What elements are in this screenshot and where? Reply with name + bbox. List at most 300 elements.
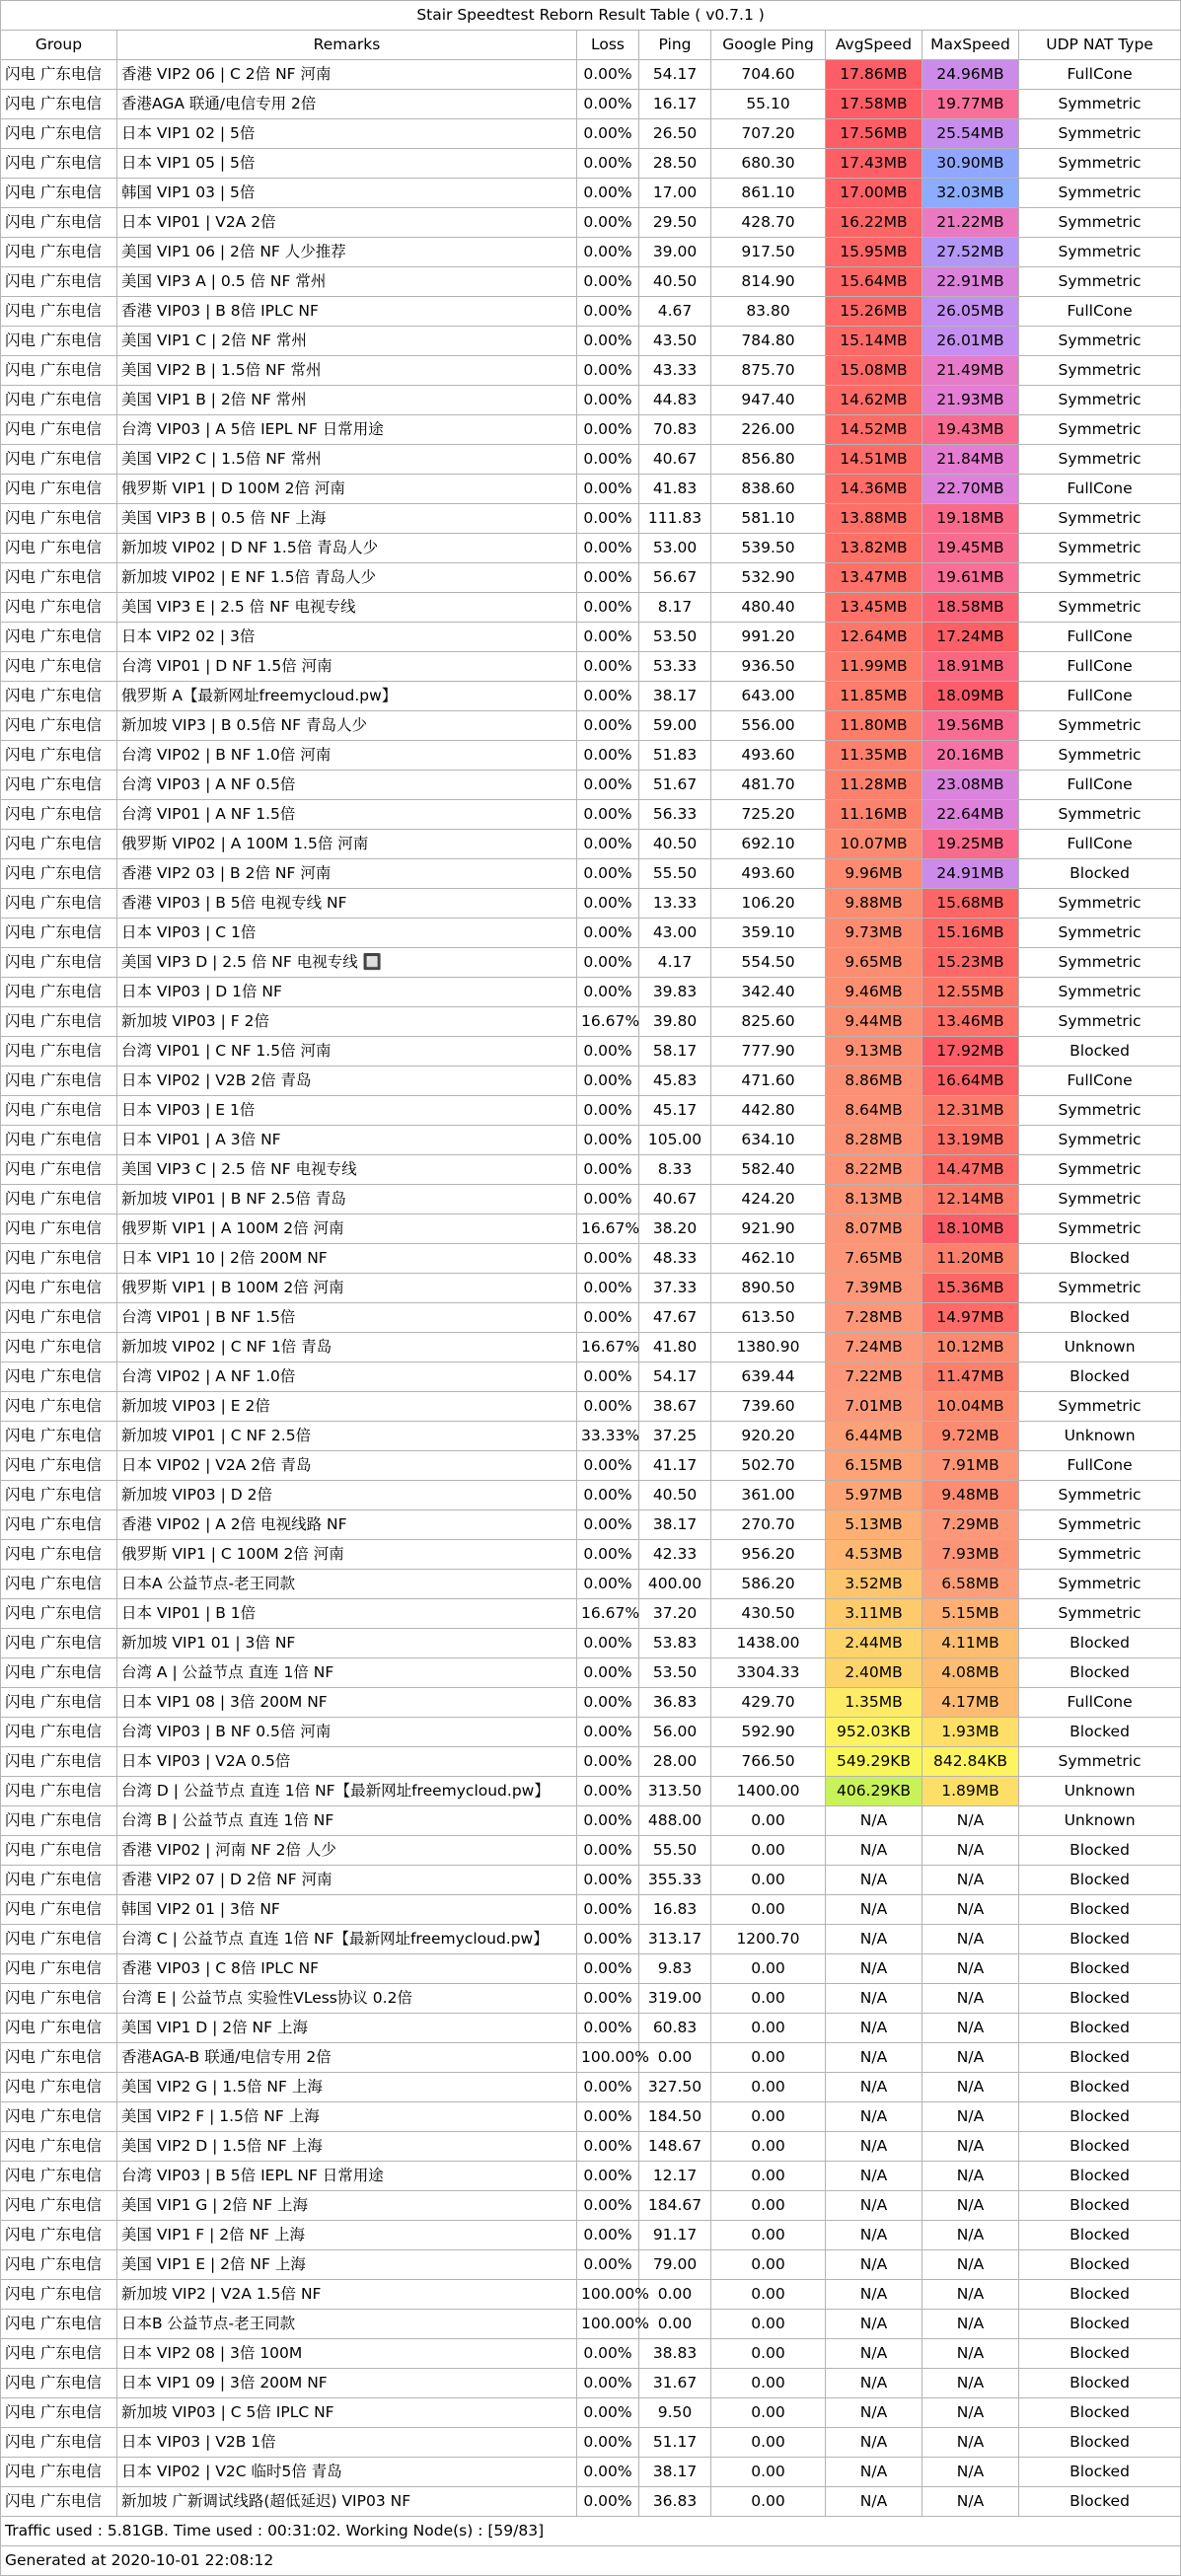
cell-ping: 31.67 [639,2369,711,2398]
cell-group: 闪电 广东电信 [1,1984,117,2014]
cell-avg-speed: 11.28MB [826,771,923,800]
cell-nat-type: Blocked [1019,2398,1181,2428]
cell-google-ping: 0.00 [711,2487,826,2517]
cell-ping: 40.50 [639,267,711,297]
cell-avg-speed: 11.85MB [826,682,923,711]
cell-ping: 53.33 [639,652,711,682]
cell-remarks: 美国 VIP1 B | 2倍 NF 常州 [117,386,577,415]
table-row [1,1362,1181,1392]
cell-google-ping: 784.80 [711,327,826,356]
cell-ping: 41.83 [639,475,711,504]
cell-nat-type: Symmetric [1019,1185,1181,1214]
cell-max-speed: N/A [923,1866,1019,1895]
cell-max-speed: N/A [923,2339,1019,2369]
cell-nat-type: FullCone [1019,771,1181,800]
cell-ping: 17.00 [639,179,711,208]
table-row [1,2102,1181,2132]
table-row [1,534,1181,563]
cell-group: 闪电 广东电信 [1,978,117,1007]
table-row [1,1274,1181,1303]
cell-max-speed: 7.93MB [923,1540,1019,1570]
cell-ping: 39.80 [639,1007,711,1037]
table-row [1,1007,1181,1037]
cell-group: 闪电 广东电信 [1,1688,117,1718]
cell-remarks: 美国 VIP2 G | 1.5倍 NF 上海 [117,2073,577,2102]
cell-avg-speed: 17.00MB [826,179,923,208]
cell-loss: 0.00% [577,1126,639,1155]
cell-ping: 38.83 [639,2339,711,2369]
cell-avg-speed: 1.35MB [826,1688,923,1718]
cell-remarks: 日本 VIP03 | C 1倍 [117,919,577,948]
cell-group: 闪电 广东电信 [1,2191,117,2221]
cell-max-speed: 7.91MB [923,1451,1019,1481]
cell-max-speed: N/A [923,2369,1019,2398]
table-row [1,1481,1181,1510]
cell-loss: 0.00% [577,830,639,859]
table-row [1,563,1181,593]
cell-google-ping: 639.44 [711,1362,826,1392]
cell-ping: 70.83 [639,415,711,445]
cell-max-speed: 9.48MB [923,1481,1019,1510]
cell-ping: 53.50 [639,623,711,652]
cell-nat-type: Symmetric [1019,889,1181,919]
cell-avg-speed: 3.52MB [826,1570,923,1599]
cell-max-speed: 21.22MB [923,208,1019,238]
cell-remarks: 俄罗斯 VIP1 | D 100M 2倍 河南 [117,475,577,504]
cell-remarks: 美国 VIP3 A | 0.5 倍 NF 常州 [117,267,577,297]
cell-max-speed: 11.47MB [923,1362,1019,1392]
cell-remarks: 美国 VIP1 F | 2倍 NF 上海 [117,2221,577,2250]
cell-remarks: 香港 VIP03 | B 8倍 IPLC NF [117,297,577,327]
cell-google-ping: 361.00 [711,1481,826,1510]
table-row [1,2073,1181,2102]
cell-google-ping: 1380.90 [711,1333,826,1362]
cell-max-speed: 19.56MB [923,711,1019,741]
table-row [1,1777,1181,1806]
cell-group: 闪电 广东电信 [1,859,117,889]
cell-ping: 44.83 [639,386,711,415]
cell-avg-speed: N/A [826,2369,923,2398]
table-row [1,1067,1181,1096]
cell-nat-type: Symmetric [1019,741,1181,771]
cell-remarks: 台湾 VIP01 | C NF 1.5倍 河南 [117,1037,577,1067]
table-row [1,2458,1181,2487]
table-body [1,60,1181,2517]
cell-avg-speed: N/A [826,1866,923,1895]
cell-avg-speed: 952.03KB [826,1718,923,1747]
cell-max-speed: 22.70MB [923,475,1019,504]
cell-ping: 51.67 [639,771,711,800]
cell-max-speed: 13.19MB [923,1126,1019,1155]
cell-max-speed: 22.91MB [923,267,1019,297]
cell-avg-speed: 17.43MB [826,149,923,179]
cell-group: 闪电 广东电信 [1,1658,117,1688]
cell-loss: 0.00% [577,1067,639,1096]
cell-nat-type: Blocked [1019,2487,1181,2517]
cell-google-ping: 1400.00 [711,1777,826,1806]
cell-google-ping: 592.90 [711,1718,826,1747]
cell-loss: 0.00% [577,445,639,475]
cell-max-speed: N/A [923,2398,1019,2428]
cell-avg-speed: N/A [826,2132,923,2162]
cell-max-speed: N/A [923,2043,1019,2073]
table-row [1,2162,1181,2191]
cell-avg-speed: 14.51MB [826,445,923,475]
cell-remarks: 新加坡 VIP02 | C NF 1倍 青岛 [117,1333,577,1362]
table-row [1,1392,1181,1422]
header-max-speed: MaxSpeed [923,31,1019,60]
cell-avg-speed: N/A [826,2162,923,2191]
cell-nat-type: FullCone [1019,652,1181,682]
cell-ping: 37.25 [639,1422,711,1451]
cell-avg-speed: N/A [826,2310,923,2339]
table-row [1,2398,1181,2428]
cell-nat-type: Blocked [1019,2162,1181,2191]
cell-loss: 0.00% [577,1155,639,1185]
table-row [1,2014,1181,2043]
cell-avg-speed: N/A [826,2043,923,2073]
cell-ping: 313.17 [639,1925,711,1954]
cell-avg-speed: N/A [826,2014,923,2043]
table-row [1,1096,1181,1126]
cell-nat-type: Symmetric [1019,1155,1181,1185]
cell-nat-type: Symmetric [1019,593,1181,623]
cell-nat-type: Blocked [1019,1984,1181,2014]
cell-ping: 37.33 [639,1274,711,1303]
table-row [1,1451,1181,1481]
cell-google-ping: 342.40 [711,978,826,1007]
cell-avg-speed: N/A [826,2280,923,2310]
cell-max-speed: 30.90MB [923,149,1019,179]
table-row [1,711,1181,741]
cell-google-ping: 0.00 [711,2428,826,2458]
cell-remarks: 日本 VIP03 | D 1倍 NF [117,978,577,1007]
cell-ping: 8.33 [639,1155,711,1185]
cell-group: 闪电 广东电信 [1,1570,117,1599]
cell-nat-type: Symmetric [1019,1126,1181,1155]
cell-avg-speed: N/A [826,1806,923,1836]
cell-group: 闪电 广东电信 [1,1925,117,1954]
cell-group: 闪电 广东电信 [1,1244,117,1274]
title-row [1,1,1181,31]
cell-remarks: 香港 VIP2 07 | D 2倍 NF 河南 [117,1866,577,1895]
cell-group: 闪电 广东电信 [1,534,117,563]
cell-avg-speed: N/A [826,1836,923,1866]
cell-nat-type: Symmetric [1019,208,1181,238]
cell-group: 闪电 广东电信 [1,889,117,919]
table-row [1,2191,1181,2221]
cell-remarks: 新加坡 VIP1 01 | 3倍 NF [117,1629,577,1658]
cell-group: 闪电 广东电信 [1,267,117,297]
cell-google-ping: 0.00 [711,2280,826,2310]
cell-ping: 26.50 [639,119,711,149]
cell-loss: 0.00% [577,1806,639,1836]
cell-nat-type: Symmetric [1019,1007,1181,1037]
cell-avg-speed: 549.29KB [826,1747,923,1777]
cell-max-speed: N/A [923,2487,1019,2517]
cell-loss: 0.00% [577,1777,639,1806]
cell-max-speed: 5.15MB [923,1599,1019,1629]
cell-max-speed: N/A [923,1954,1019,1984]
cell-max-speed: N/A [923,2458,1019,2487]
cell-nat-type: Symmetric [1019,386,1181,415]
cell-avg-speed: 11.80MB [826,711,923,741]
table-row [1,2428,1181,2458]
cell-remarks: 台湾 VIP02 | A NF 1.0倍 [117,1362,577,1392]
cell-group: 闪电 广东电信 [1,1599,117,1629]
table-row [1,1688,1181,1718]
cell-ping: 91.17 [639,2221,711,2250]
cell-ping: 54.17 [639,60,711,90]
cell-google-ping: 825.60 [711,1007,826,1037]
cell-max-speed: N/A [923,1836,1019,1866]
cell-remarks: 日本 VIP02 | V2C 临时5倍 青岛 [117,2458,577,2487]
cell-loss: 0.00% [577,1925,639,1954]
cell-loss: 0.00% [577,682,639,711]
cell-google-ping: 0.00 [711,2458,826,2487]
table-row [1,1836,1181,1866]
cell-remarks: 台湾 VIP01 | B NF 1.5倍 [117,1303,577,1333]
cell-max-speed: 6.58MB [923,1570,1019,1599]
cell-loss: 0.00% [577,1570,639,1599]
cell-nat-type: Blocked [1019,2369,1181,2398]
table-row [1,2132,1181,2162]
cell-ping: 54.17 [639,1362,711,1392]
cell-loss: 0.00% [577,1481,639,1510]
cell-max-speed: 18.91MB [923,652,1019,682]
cell-group: 闪电 广东电信 [1,771,117,800]
cell-loss: 33.33% [577,1422,639,1451]
cell-nat-type: FullCone [1019,297,1181,327]
cell-loss: 0.00% [577,1392,639,1422]
cell-avg-speed: 8.28MB [826,1126,923,1155]
cell-ping: 0.00 [639,2043,711,2073]
cell-google-ping: 3304.33 [711,1658,826,1688]
cell-group: 闪电 广东电信 [1,1155,117,1185]
cell-ping: 45.17 [639,1096,711,1126]
cell-google-ping: 0.00 [711,2132,826,2162]
cell-avg-speed: 9.96MB [826,859,923,889]
cell-max-speed: 1.89MB [923,1777,1019,1806]
table-row [1,1866,1181,1895]
cell-google-ping: 739.60 [711,1392,826,1422]
cell-nat-type: Unknown [1019,1806,1181,1836]
cell-group: 闪电 广东电信 [1,90,117,119]
table-row [1,415,1181,445]
cell-google-ping: 0.00 [711,1866,826,1895]
cell-loss: 0.00% [577,978,639,1007]
cell-max-speed: 12.31MB [923,1096,1019,1126]
cell-loss: 0.00% [577,2191,639,2221]
cell-ping: 327.50 [639,2073,711,2102]
cell-remarks: 香港 VIP03 | C 8倍 IPLC NF [117,1954,577,1984]
cell-remarks: 台湾 VIP03 | A NF 0.5倍 [117,771,577,800]
cell-avg-speed: N/A [826,1954,923,1984]
cell-ping: 53.50 [639,1658,711,1688]
cell-max-speed: 17.92MB [923,1037,1019,1067]
header-remarks: Remarks [117,31,577,60]
cell-google-ping: 920.20 [711,1422,826,1451]
cell-max-speed: 13.46MB [923,1007,1019,1037]
cell-loss: 0.00% [577,149,639,179]
cell-nat-type: Symmetric [1019,415,1181,445]
cell-nat-type: Symmetric [1019,800,1181,830]
cell-group: 闪电 广东电信 [1,238,117,267]
table-row [1,267,1181,297]
cell-max-speed: N/A [923,2132,1019,2162]
table-row [1,741,1181,771]
cell-max-speed: 18.09MB [923,682,1019,711]
table-row [1,800,1181,830]
cell-max-speed: 18.10MB [923,1214,1019,1244]
cell-google-ping: 890.50 [711,1274,826,1303]
cell-remarks: 俄罗斯 A【最新网址freemycloud.pw】 [117,682,577,711]
cell-nat-type: FullCone [1019,830,1181,859]
cell-avg-speed: 14.36MB [826,475,923,504]
table-row [1,60,1181,90]
cell-ping: 38.20 [639,1214,711,1244]
cell-group: 闪电 广东电信 [1,1540,117,1570]
cell-group: 闪电 广东电信 [1,919,117,948]
cell-remarks: 台湾 VIP02 | B NF 1.0倍 河南 [117,741,577,771]
table-row [1,2280,1181,2310]
cell-max-speed: N/A [923,2250,1019,2280]
cell-nat-type: Symmetric [1019,1481,1181,1510]
cell-avg-speed: 8.86MB [826,1067,923,1096]
cell-remarks: 新加坡 VIP03 | C 5倍 IPLC NF [117,2398,577,2428]
cell-nat-type: FullCone [1019,60,1181,90]
cell-nat-type: FullCone [1019,1688,1181,1718]
table-row [1,1303,1181,1333]
table-row [1,1333,1181,1362]
cell-max-speed: 7.29MB [923,1510,1019,1540]
cell-remarks: 日本 VIP1 09 | 3倍 200M NF [117,2369,577,2398]
cell-google-ping: 0.00 [711,2250,826,2280]
header-nat-type: UDP NAT Type [1019,31,1181,60]
cell-ping: 79.00 [639,2250,711,2280]
cell-loss: 0.00% [577,593,639,623]
table-row [1,386,1181,415]
table-row [1,1925,1181,1954]
cell-group: 闪电 广东电信 [1,1866,117,1895]
cell-avg-speed: 9.65MB [826,948,923,978]
table-row [1,2250,1181,2280]
cell-avg-speed: 11.99MB [826,652,923,682]
cell-nat-type: Blocked [1019,2073,1181,2102]
cell-remarks: 香港 VIP02 | 河南 NF 2倍 人少 [117,1836,577,1866]
cell-group: 闪电 广东电信 [1,2132,117,2162]
table-row [1,1599,1181,1629]
cell-loss: 0.00% [577,415,639,445]
cell-group: 闪电 广东电信 [1,119,117,149]
cell-nat-type: Blocked [1019,859,1181,889]
cell-nat-type: Blocked [1019,2280,1181,2310]
footer-row-generated [1,2546,1181,2576]
cell-loss: 100.00% [577,2310,639,2339]
cell-max-speed: 19.77MB [923,90,1019,119]
header-avg-speed: AvgSpeed [826,31,923,60]
cell-ping: 37.20 [639,1599,711,1629]
cell-nat-type: Unknown [1019,1422,1181,1451]
cell-remarks: 韩国 VIP1 03 | 5倍 [117,179,577,208]
cell-loss: 0.00% [577,741,639,771]
cell-avg-speed: N/A [826,2250,923,2280]
cell-ping: 0.00 [639,2280,711,2310]
cell-remarks: 美国 VIP3 C | 2.5 倍 NF 电视专线 [117,1155,577,1185]
cell-group: 闪电 广东电信 [1,2428,117,2458]
cell-group: 闪电 广东电信 [1,1333,117,1362]
cell-nat-type: Blocked [1019,1362,1181,1392]
cell-nat-type: Blocked [1019,2043,1181,2073]
cell-ping: 4.67 [639,297,711,327]
cell-nat-type: Symmetric [1019,1510,1181,1540]
cell-nat-type: Blocked [1019,1925,1181,1954]
cell-ping: 39.00 [639,238,711,267]
cell-max-speed: N/A [923,1806,1019,1836]
cell-loss: 16.67% [577,1007,639,1037]
cell-max-speed: 12.14MB [923,1185,1019,1214]
cell-group: 闪电 广东电信 [1,2043,117,2073]
cell-remarks: 俄罗斯 VIP1 | B 100M 2倍 河南 [117,1274,577,1303]
cell-remarks: 日本 VIP01 | B 1倍 [117,1599,577,1629]
table-row [1,859,1181,889]
cell-nat-type: Symmetric [1019,356,1181,386]
cell-loss: 0.00% [577,267,639,297]
header-group: Group [1,31,117,60]
cell-nat-type: Blocked [1019,2221,1181,2250]
cell-remarks: 美国 VIP2 C | 1.5倍 NF 常州 [117,445,577,475]
cell-ping: 60.83 [639,2014,711,2043]
table-row [1,1037,1181,1067]
cell-ping: 9.50 [639,2398,711,2428]
table-row [1,2310,1181,2339]
cell-group: 闪电 广东电信 [1,1274,117,1303]
cell-nat-type: Blocked [1019,1718,1181,1747]
cell-ping: 38.17 [639,2458,711,2487]
table-row [1,1510,1181,1540]
cell-max-speed: 19.45MB [923,534,1019,563]
table-row [1,1629,1181,1658]
cell-remarks: 香港 VIP2 06 | C 2倍 NF 河南 [117,60,577,90]
cell-ping: 38.17 [639,1510,711,1540]
cell-remarks: 香港AGA 联通/电信专用 2倍 [117,90,577,119]
cell-google-ping: 429.70 [711,1688,826,1718]
cell-group: 闪电 广东电信 [1,2339,117,2369]
table-row [1,179,1181,208]
table-title: Stair Speedtest Reborn Result Table ( v0.7.1 ) [1,1,1181,31]
cell-loss: 0.00% [577,1451,639,1481]
cell-ping: 0.00 [639,2310,711,2339]
cell-ping: 29.50 [639,208,711,238]
cell-avg-speed: 7.28MB [826,1303,923,1333]
cell-ping: 59.00 [639,711,711,741]
cell-google-ping: 554.50 [711,948,826,978]
cell-group: 闪电 广东电信 [1,741,117,771]
cell-ping: 355.33 [639,1866,711,1895]
cell-nat-type: Blocked [1019,2014,1181,2043]
cell-nat-type: Blocked [1019,2250,1181,2280]
table-row [1,356,1181,386]
cell-loss: 0.00% [577,2221,639,2250]
cell-remarks: 美国 VIP1 E | 2倍 NF 上海 [117,2250,577,2280]
cell-loss: 0.00% [577,2398,639,2428]
table-row [1,889,1181,919]
cell-max-speed: N/A [923,2280,1019,2310]
cell-ping: 319.00 [639,1984,711,2014]
cell-ping: 55.50 [639,1836,711,1866]
cell-avg-speed: 7.39MB [826,1274,923,1303]
cell-google-ping: 586.20 [711,1570,826,1599]
